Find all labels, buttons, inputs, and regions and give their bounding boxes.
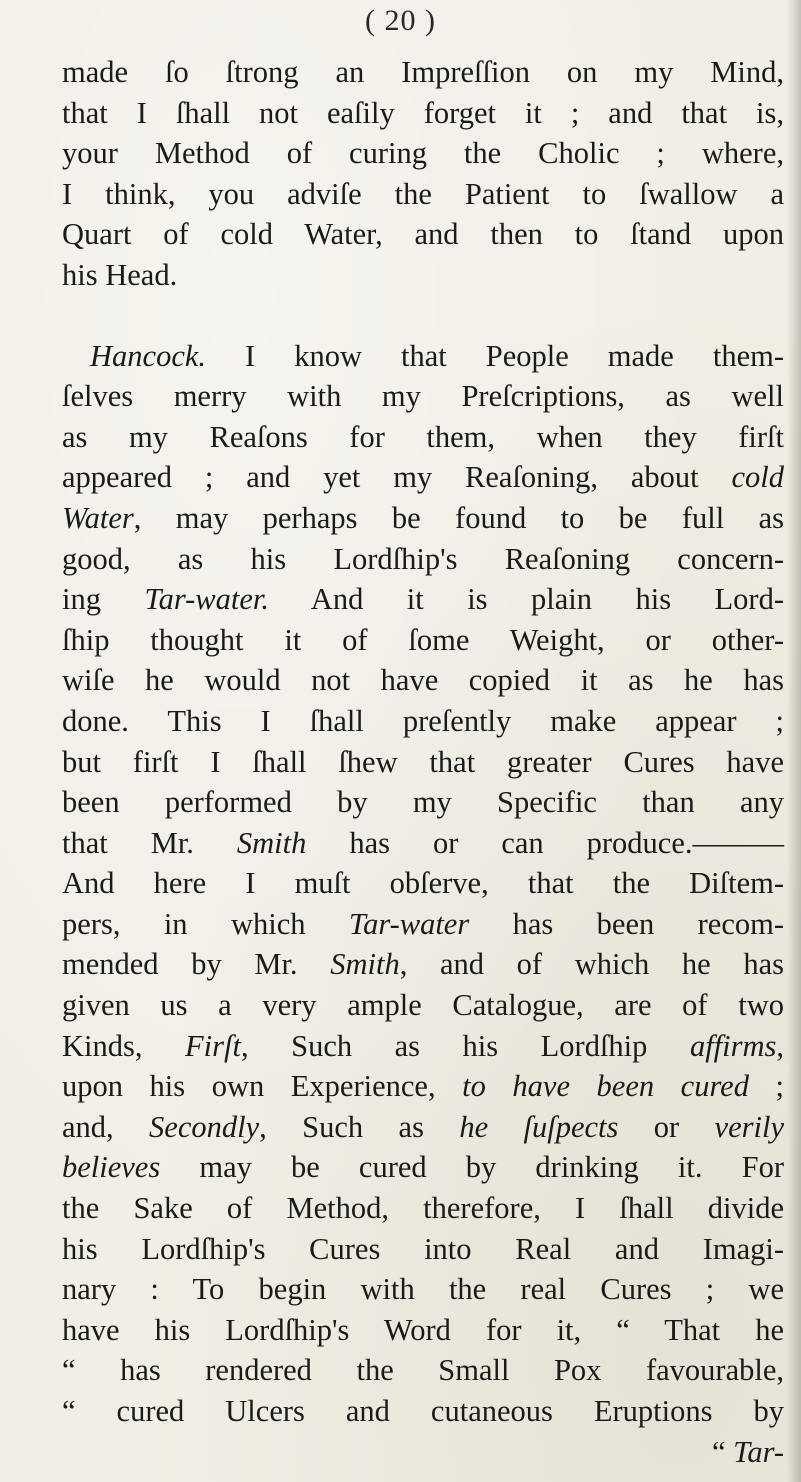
text-line: ing Tar-water. And it is plain his Lord- <box>62 582 784 617</box>
text-line: I think, you adviſe the Patient to ſwallow a <box>62 176 784 211</box>
text-line: “ has rendered the Small Pox favourable, <box>62 1353 784 1388</box>
text-line: Kinds, Firſt, Such as his Lordſhip affirms, <box>62 1028 784 1063</box>
text-line: his Head. <box>62 257 178 292</box>
speaker-name: Hancock. <box>90 338 207 373</box>
text-line: as my Reaſons for them, when they firſt <box>62 419 784 454</box>
text-line: and, Secondly, Such as he ſuſpects or verily <box>62 1109 784 1144</box>
text-line: pers, in which Tar-water has been recom- <box>62 906 785 941</box>
page-number: ( 20 ) <box>365 4 436 37</box>
page-edge-shadow <box>787 0 801 1482</box>
text-line: mended by Mr. Smith, and of which he has <box>62 947 784 982</box>
text-line: believes may be cured by drinking it. For <box>62 1150 784 1185</box>
text-line: Water, may perhaps be found to be full as <box>62 500 784 535</box>
text-line: the Sake of Method, therefore, I ſhall divide <box>62 1191 784 1226</box>
text-line: his Lordſhip's Cures into Real and Imagi- <box>62 1231 784 1266</box>
text-line: but firſt I ſhall ſhew that greater Cures have <box>62 744 784 779</box>
text-line: ſelves merry with my Preſcriptions, as well <box>62 379 784 414</box>
text-line: upon his own Experience, to have been cured ; <box>62 1069 784 1104</box>
text-line: “ cured Ulcers and cutaneous Eruptions by <box>62 1394 784 1428</box>
paragraph-gap <box>62 296 784 336</box>
text-line: nary : To begin with the real Cures ; we <box>62 1272 784 1307</box>
text-line: ſhip thought it of ſome Weight, or other- <box>62 622 784 657</box>
text-line: given us a very ample Catalogue, are of two <box>62 988 784 1023</box>
text-line: that Mr. Smith has or can produce.——— <box>62 825 784 860</box>
text-line: Quart of cold Water, and then to ſtand upon <box>62 217 784 252</box>
text-line: that I ſhall not eaſily forget it ; and that is, <box>62 95 784 130</box>
text-line: made ſo ſtrong an Impreſſion on my Mind, <box>62 55 784 89</box>
text-line: have his Lordſhip's Word for it, “ That he <box>62 1312 784 1347</box>
text-line: good, as his Lordſhip's Reaſoning concern- <box>62 541 784 576</box>
text-line: been performed by my Specific than any <box>62 785 784 820</box>
text-line: Hancock. I know that People made them- <box>90 338 784 373</box>
catchword: Tar- <box>733 1434 784 1469</box>
text-line: done. This I ſhall preſently make appear ; <box>62 703 784 738</box>
catchword-line: “ Tar- <box>711 1434 784 1469</box>
body-text <box>62 52 784 1472</box>
text-line: appeared ; and yet my Reaſoning, about cold <box>62 460 784 495</box>
text-line: wiſe he would not have copied it as he has <box>62 663 784 698</box>
text-line: your Method of curing the Cholic ; where, <box>62 136 784 171</box>
text-line: And here I muſt obſerve, that the Diſtem- <box>62 866 784 901</box>
